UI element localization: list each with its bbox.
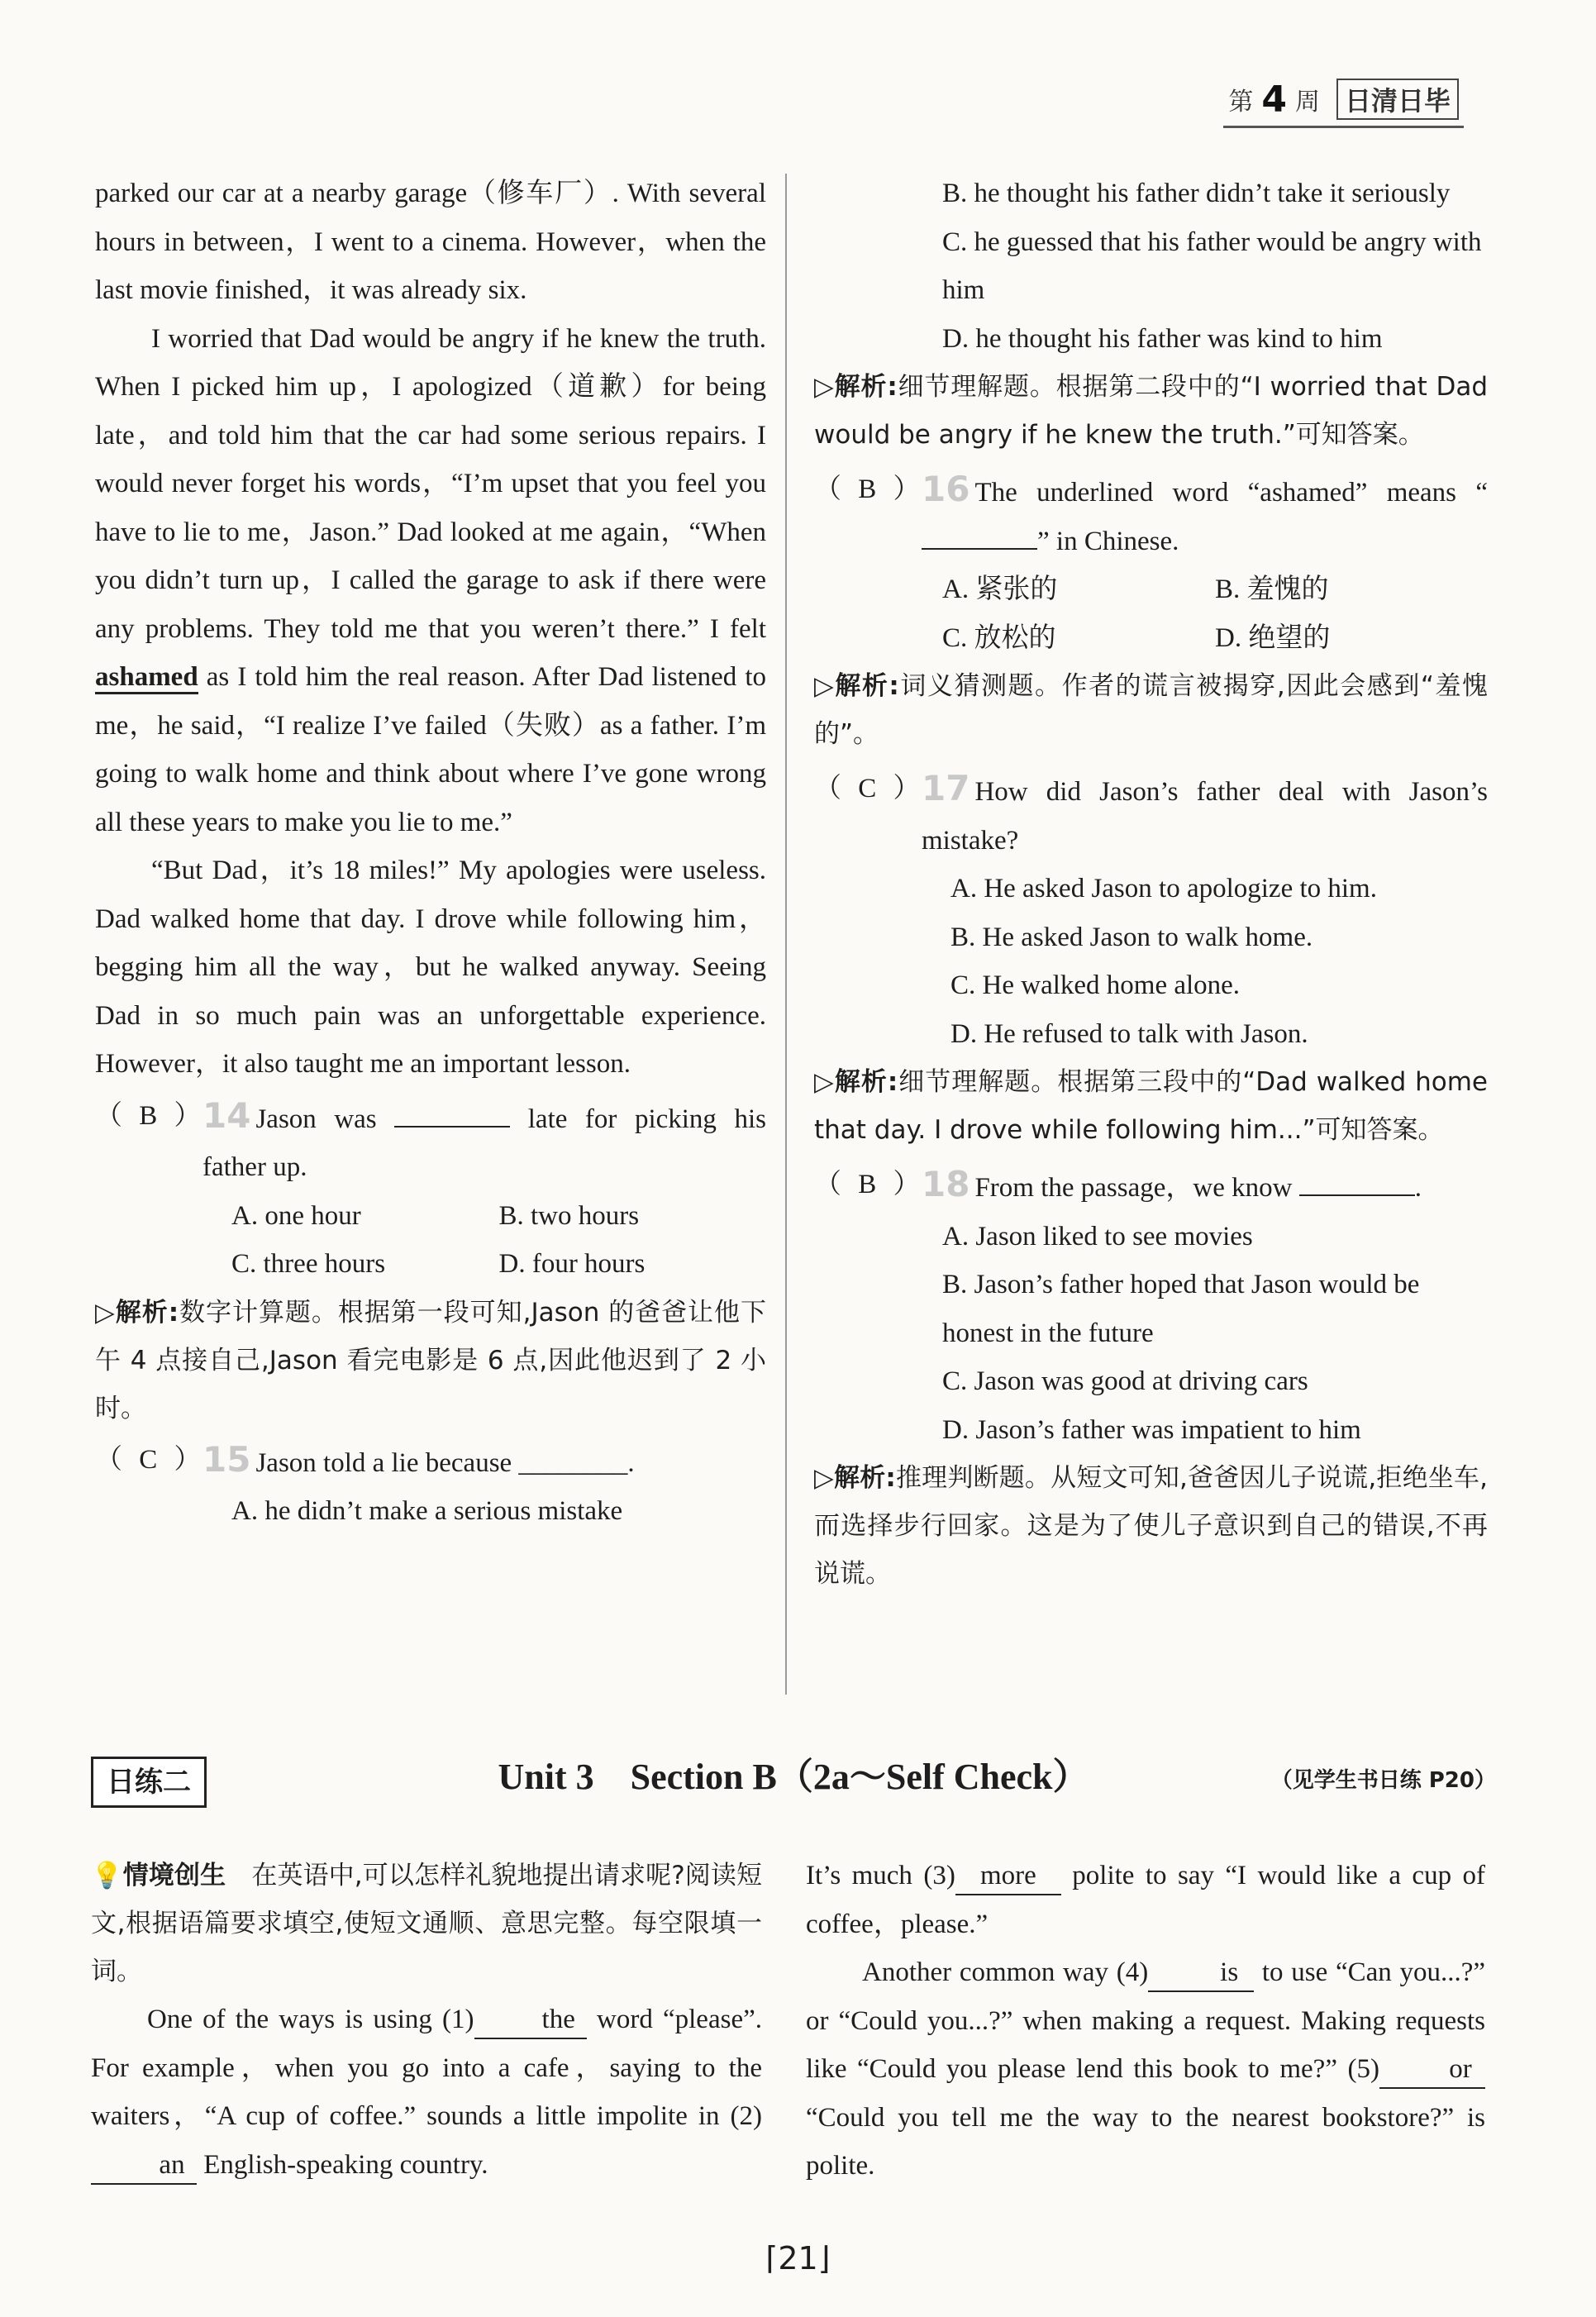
answer: （ C ） [95, 1444, 207, 1475]
option-d: D. Jason’s father was impatient to him [942, 1414, 1361, 1445]
filled-blank-1: the [474, 2001, 587, 2039]
question-14: （ B ） 14 Jason was late for picking his father up. [95, 1092, 766, 1192]
option-c: C. Jason was good at driving cars [942, 1366, 1308, 1396]
analysis-18: ▷解析:推理判断题。从短文可知,爸爸因儿子说谎,拒绝坐车,而选择步行回家。这是为了使儿子意识到自己的错误,不再说谎。 [814, 1463, 1488, 1589]
lead-instruction: 💡情境创生 在英语中,可以怎样礼貌地提出请求呢?阅读短文,根据语篇要求填空,使短文通顺、意思完整。每空限填一词。 [91, 1861, 763, 1986]
option-a: A. 紧张的 [942, 574, 1058, 604]
question-18: （ B ） 18 From the passage，we know . [814, 1161, 1488, 1213]
option-c: C. he guessed that his father would be angry with him [942, 226, 1482, 305]
week-suffix: 周 [1294, 88, 1320, 117]
answer: （ B ） [95, 1100, 207, 1131]
option-c: C. 放松的 [942, 622, 1056, 653]
unit-title: Unit 3 Section B（2a～Self Check） [498, 1757, 1089, 1797]
answer: （ B ） [814, 1170, 926, 1199]
question-number: 18 [922, 1164, 970, 1204]
page-number: ⌈21⌋ [765, 2240, 831, 2276]
option-d: D. He refused to talk with Jason. [950, 1018, 1308, 1049]
option-d: D. 绝望的 [1215, 622, 1331, 653]
week-prefix: 第 [1228, 88, 1254, 117]
filled-blank-5: or [1379, 2051, 1485, 2089]
analysis-16: ▷解析:词义猜测题。作者的谎言被揭穿,因此会感到“羞愧的”。 [814, 671, 1488, 749]
section-banner [91, 1748, 1496, 1814]
options-row [942, 614, 1488, 663]
option-b: B. two hours [498, 1200, 640, 1231]
option-c: C. He walked home alone. [950, 970, 1241, 1000]
question-number: 14 [202, 1094, 251, 1136]
option-b: B. 羞愧的 [1215, 574, 1329, 604]
option-b: B. he thought his father didn’t take it seriously [942, 179, 1451, 208]
analysis-17: ▷解析:细节理解题。根据第三段中的“Dad walked home that day. I drove while following him...”可知答案。 [814, 1067, 1488, 1145]
option-c: C. three hours [231, 1249, 386, 1279]
paragraph-3: “But Dad，it’s 18 miles!” My apologies were useless. Dad walked home that day. I drove while following him，begging him all the way，but he walked anyway. Seeing Dad in so much pain was an unforgettable experience. However，it also taught me an important lesson. [95, 856, 766, 1079]
answer-blank [922, 523, 1037, 550]
right-column [814, 169, 1488, 1598]
filled-blank-4: is [1148, 1954, 1254, 1992]
option-a: A. one hour [231, 1200, 361, 1231]
options-row [942, 565, 1488, 614]
week-number: 4 [1261, 78, 1287, 121]
lightbulb-icon: 💡 [91, 1861, 123, 1890]
option-d: D. he thought his father was kind to him [942, 323, 1383, 354]
options-row [231, 1192, 766, 1241]
question-number: 15 [202, 1438, 251, 1480]
option-b: B. He asked Jason to walk home. [950, 922, 1313, 952]
answer: （ C ） [814, 774, 926, 803]
option-b: B. Jason’s father hoped that Jason would be honest in the future [942, 1270, 1420, 1348]
cloze-paragraph-1: One of the ways is using (1) the word “please”. For example，when you go into a cafe，saying to the waiters，“A cup of coffee.” sounds a little impolite in (2)an English-speaking country. [91, 1995, 762, 2189]
brand-label: 日清日毕 [1336, 79, 1459, 120]
question-number: 17 [922, 768, 970, 808]
question-15: （ C ） 15 Jason told a lie because ________. [95, 1436, 766, 1488]
cloze-right [806, 1852, 1485, 2191]
cloze-left [91, 1852, 762, 2189]
column-divider [785, 174, 787, 1695]
answer: （ B ） [814, 474, 926, 504]
left-column [95, 169, 766, 1536]
reference-note: （见学生书日练 P20） [1270, 1768, 1496, 1793]
options-row [231, 1240, 766, 1289]
underlined-word: ashamed [95, 662, 198, 694]
cloze-paragraph-2: Another common way (4) is to use “Can you...?” or “Could you...?” when making a request. Making requests like “Could you please lend this book to me?” (5) or “Could you tell me the way to the nearest bookstore?” is polite. [806, 1948, 1485, 2191]
option-a: A. Jason liked to see movies [942, 1221, 1253, 1251]
question-17: （ C ） 17 How did Jason’s father deal with Jason’s mistake? [814, 765, 1488, 865]
daily-practice-tag: 日练二 [91, 1757, 207, 1808]
analysis-14: ▷解析:数字计算题。根据第一段可知,Jason 的爸爸让他下午 4 点接自己,Jason 看完电影是 6 点,因此他迟到了 2 小时。 [95, 1297, 766, 1423]
question-number: 16 [922, 469, 970, 509]
paragraph-2: I worried that Dad would be angry if he knew the truth. When I picked him up，I apologized（道歉）for being late，and told him that the car had some serious repairs. I would never forget his words，“I’m upset that you feel you have to lie to me，Jason.” Dad looked at me again，“When you didn’t turn up，I called the garage to ask if there were any problems. They told me that you weren’t there.” I felt ashamed as I told him the real reason. After Dad listened to me，he said，“I realize I’ve failed（失败）as a father. I’m going to walk home and think about where I’ve gone wrong all these years to make you lie to me.” [95, 323, 767, 837]
filled-blank-2: an [91, 2147, 197, 2185]
option-d: D. four hours [498, 1249, 646, 1279]
paragraph-1: parked our car at a nearby garage（修车厂）. With several hours in between，I went to a cinema. However，when the last movie finished，it was already six. [95, 179, 766, 305]
answer-blank [1299, 1170, 1415, 1196]
page-header [1223, 76, 1464, 128]
question-16: （ B ） 16 The underlined word “ashamed” means “” in Chinese. [814, 465, 1488, 565]
filled-blank-3: more [955, 1857, 1061, 1895]
option-a: A. he didn’t make a serious mistake [231, 1496, 623, 1526]
option-a: A. He asked Jason to apologize to him. [950, 874, 1377, 903]
answer-blank [394, 1101, 510, 1128]
cloze-paragraph-1-cont: It’s much (3) more polite to say “I would like a cup of coffee，please.” [806, 1852, 1485, 1948]
analysis-15: ▷解析:细节理解题。根据第二段中的“I worried that Dad would be angry if he knew the truth.”可知答案。 [814, 372, 1489, 450]
